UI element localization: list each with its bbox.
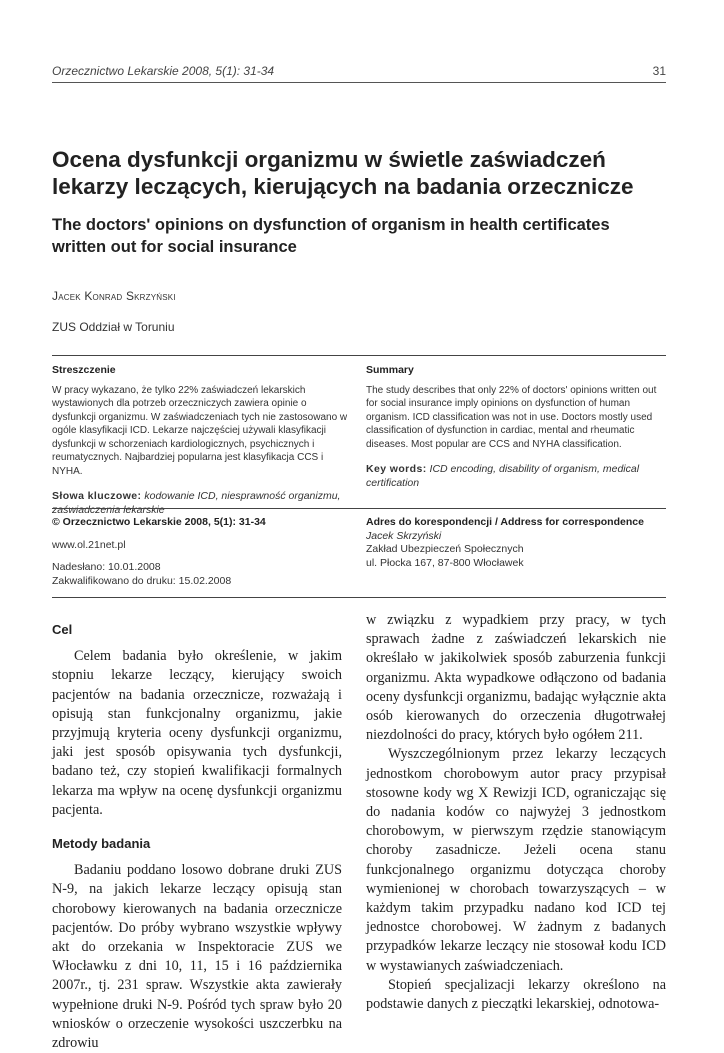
divider [52,597,666,598]
title-polish: Ocena dysfunkcji organizmu w świetle zaświadczeń lekarzy leczących, kierujących na badania orzecznicze [52,147,634,199]
keywords-label: Słowa kluczowe: [52,490,142,502]
key-words-label: Key words: [366,463,427,475]
correspondence-info [366,516,666,570]
paragraph: Celem badania było określenie, w jakim stopniu lekarze leczący, kierujący swoich pacjentów na badania orzecznicze, rozważają i opisują stan funkcjonalny organizmu, jakie przyjmują kryteria oceny dysfunkcji organizmu, jaki jest sposób opisywania tych dysfunkcji, badano też, czy stopień kwalifikacji formalnych lekarza ma wpływ na ocenę dysfunkcji organizmu pacjenta. [52,648,342,818]
correspondence-address: ul. Płocka 167, 87-800 Włocławek [366,556,524,569]
correspondence-heading: Adres do korespondencji / Address for correspondence [366,516,644,528]
correspondence-institution: Zakład Ubezpieczeń Społecznych [366,543,524,555]
keywords-value: kodowanie ICD, niesprawność organizmu, zaświadczenia lekarskie [52,490,341,516]
abstract-english [366,364,666,490]
key-words [366,462,666,490]
body-column-left [52,610,342,1053]
paragraph: Stopień specjalizacji lekarzy określono na podstawie danych z pieczątki lekarskiej, odnotowa- [366,976,666,1013]
accepted-date: Zakwalifikowano do druku: 15.02.2008 [52,574,232,587]
summary-text: The study describes that only 22% of doctors' opinions written out for social insurance imply opinions on dysfunction of human organism. ICD classification was not in use. Doctors mostly used classification of dysfunction in cardiac, mental and rheumatic diseases. Most popular are CCS and NYHA classification. [366,384,657,450]
copyright: © Orzecznictwo Lekarskie 2008, 5(1): 31-34 [52,516,266,528]
keywords [52,489,350,517]
section-heading-metody: Metody badania [52,836,151,852]
paragraph: Wyszczególnionym przez lekarzy leczących jednostkom chorobowym autor pracy przypisał stosowne kody wg X Rewizji ICD, ograniczając się do nadania kodów co najwyżej 3 jednostkom chorobowym, w pierwszym rzędzie stanowiącym choroby zasadnicze. Jeżeli ocena stanu funkcjonalnego organizmu dotycząca choroby wymienionej w chorobach towarzyszących – w każdym takim przypadku nadano kod ICD tej jednostce chorobowej. W żadnym z badanych przypadków lekarze leczący nie stosował kodu ICD w wystawianych zaświadczeniach. [366,746,666,974]
website-link[interactable]: www.ol.21net.pl [52,538,126,551]
publication-info [52,516,350,588]
title-english: The doctors' opinions on dysfunction of organism in health certificates written out for social insurance [52,216,610,256]
summary-heading: Summary [366,364,414,376]
received-date: Nadesłano: 10.01.2008 [52,561,161,573]
paragraph: w związku z wypadkiem przy pracy, w tych sprawach żadne z zaświadczeń lekarskich nie określało w jakikolwiek sposób zaburzenia funkcji organizmu. Akta wypadkowe odłączono od badania oceny dysfunkcji organizmu, badając wyłącznie akta osób kierowanych do orzeczenia długotrwałej niezdolności do pracy, których było ogółem 211. [366,612,666,744]
divider [52,355,666,356]
affiliation: ZUS Oddział w Toruniu [52,320,175,334]
paragraph: Badaniu poddano losowo dobrane druki ZUS N-9, na jakich lekarze leczący opisują stan chorobowy kierowanych na badania orzecznicze pacjentów. Do próby wybrano wszystkie wpływy akt do orzekania w Inspektoracie ZUS we Włocławku z dni 10, 11, 15 i 16 października 2007r., tj. 231 spraw. Wszystkie akta zawierały wypełnione druki N-9. Pośród tych spraw było 20 wniosków o orzeczenie wysokości uszczerbku na zdrowiu [52,862,342,1052]
page-number: 31 [652,64,666,78]
article-page [52,0,666,1052]
running-head [52,64,666,83]
section-heading-cel: Cel [52,622,73,637]
abstract-heading: Streszczenie [52,364,116,376]
correspondence-name: Jacek Skrzyński [366,529,442,542]
divider [52,508,666,509]
abstract-polish [52,364,350,517]
abstract-text: W pracy wykazano, że tylko 22% zaświadczeń lekarskich wystawionych dla potrzeb orzeczniczych zawiera opinie o dysfunkcji organizmu. W zaświadczeniach tych nie zastosowano w ogóle klasyfikacji ICD. Lekarze najczęściej używali klasyfikacji dysfunkcji w schorzeniach kardiologicznych, psychicznych i reumatycznych. Najbardziej popularna jest klasyfikacja CCS i NYHA. [52,384,348,477]
journal-citation: Orzecznictwo Lekarskie 2008, 5(1): 31-34 [52,64,275,78]
author: Jacek Konrad Skrzyński [52,289,176,303]
key-words-value: ICD encoding, disability of organism, medical certification [366,463,640,489]
body-column-right [366,611,666,1014]
